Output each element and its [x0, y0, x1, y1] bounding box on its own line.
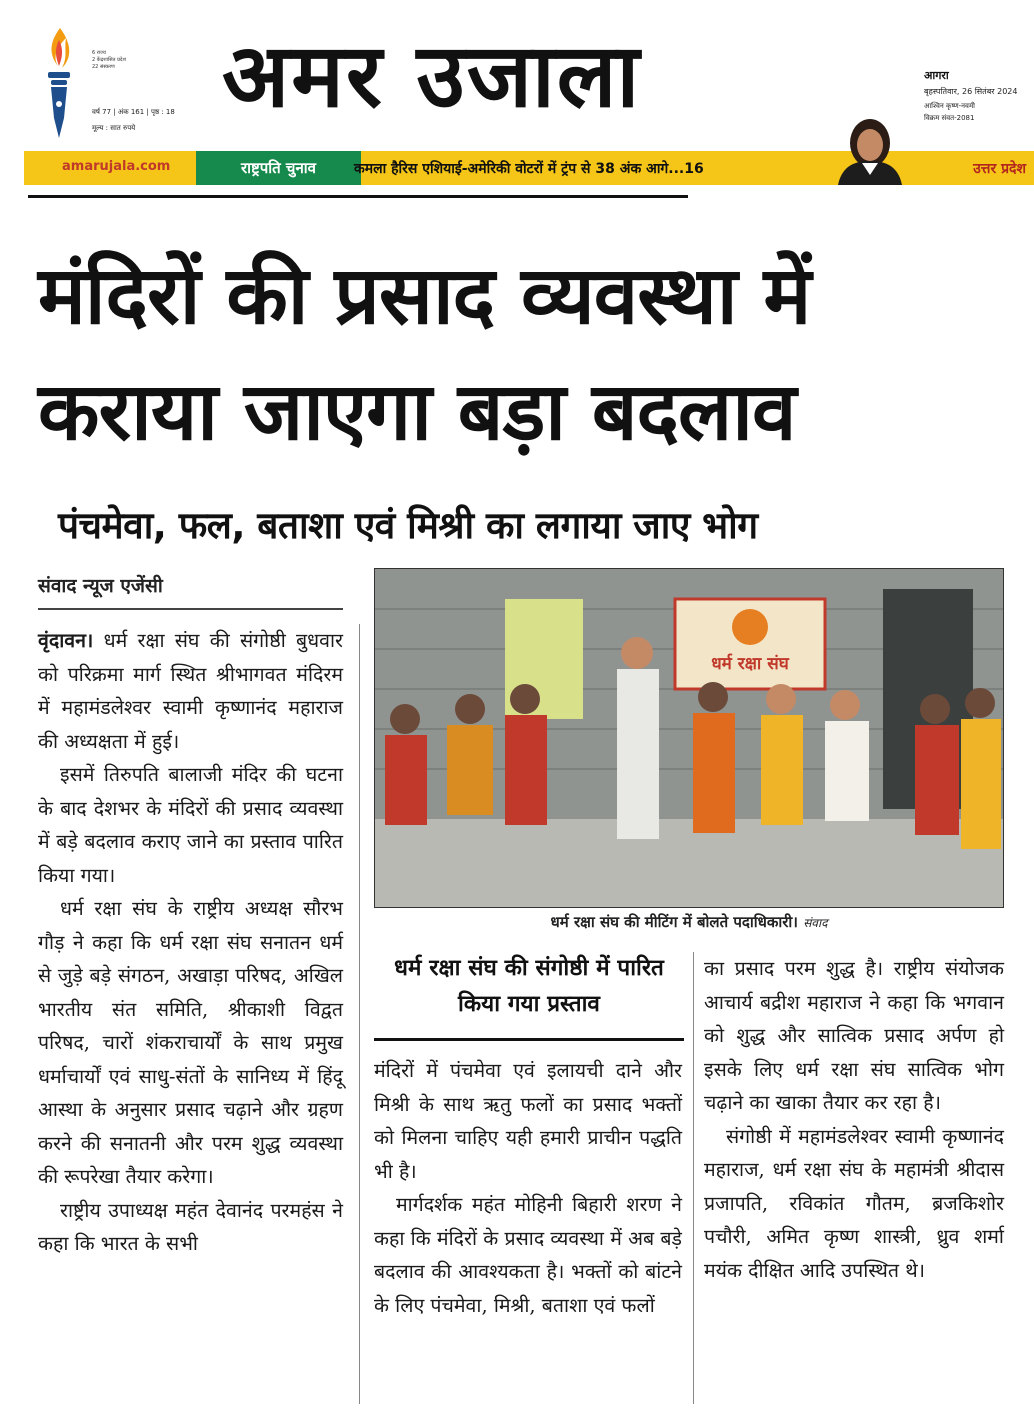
- box-headline: धर्म रक्षा संघ की संगोष्ठी में पारित किया गया प्रस्ताव: [394, 955, 664, 1017]
- photo-caption: [374, 912, 1004, 932]
- section-tab[interactable]: राष्ट्रपति चुनाव: [196, 151, 361, 185]
- paragraph: इसमें तिरुपति बालाजी मंदिर की घटना के बाद देशभर के मंदिरों की प्रसाद व्यवस्था में बड़े बदलाव कराए जाने का प्रस्ताव पारित किया गया।: [38, 763, 343, 887]
- headline: [38, 212, 1034, 496]
- paragraph: मंदिरों में पंचमेवा एवं इलायची दाने और मिश्री के साथ ऋतु फलों का प्रसाद भक्तों को मिलना चाहिए यही हमारी प्राचीन पद्धति भी है।: [374, 1059, 682, 1183]
- byline-rule: [38, 608, 343, 610]
- meeting-photo-illustration: [375, 569, 1004, 908]
- byline: संवाद न्यूज एजेंसी: [38, 575, 163, 597]
- tithi: आश्विन कृष्ण-नवमी: [924, 102, 975, 110]
- portrait-photo: [824, 113, 916, 185]
- caption-text: धर्म रक्षा संघ की मीटिंग में बोलते पदाधिकारी।: [550, 913, 798, 931]
- top-news-strip: [24, 151, 1034, 185]
- region-label[interactable]: उत्तर प्रदेश: [973, 161, 1026, 177]
- samvat: विक्रम संवत-2081: [924, 114, 975, 122]
- edition-uts: 2 केंद्रशासित प्रदेश: [92, 57, 126, 63]
- top-rule: [28, 195, 688, 198]
- photo-credit: संवाद: [803, 916, 828, 930]
- edition-date: बृहस्पतिवार, 26 सितंबर 2024: [924, 87, 1018, 96]
- paragraph-text: धर्म रक्षा संघ की संगोष्ठी बुधवार को परिक्रमा मार्ग स्थित श्रीभागवत मंदिरम में महामंडलेश्वर स्वामी कृष्णानंद महाराज की अध्यक्षता में हुई।: [38, 629, 343, 753]
- column-separator: [359, 624, 360, 1404]
- paragraph: संगोष्ठी में महामंडलेश्वर स्वामी कृष्णानंद महाराज, धर्म रक्षा संघ के महामंत्री श्रीदास प्रजापति, रविकांत गौतम, ब्रजकिशोर पचौरी, अमित कृष्ण शास्त्री, ध्रुव शर्मा मयंक दीक्षित आदि उपस्थित थे।: [704, 1124, 1004, 1282]
- column-2: [374, 1054, 682, 1322]
- date-details: [924, 100, 975, 124]
- paragraph: [38, 624, 343, 758]
- site-link[interactable]: amarujala.com: [62, 159, 171, 174]
- subheadline: पंचमेवा, फल, बताशा एवं मिश्री का लगाया जाए भोग: [58, 504, 758, 547]
- editions-list: [92, 50, 126, 71]
- box-rule: [374, 1038, 684, 1041]
- issue-line: वर्ष 77 | अंक 161 | पृष्ठ : 18: [92, 108, 175, 116]
- photo-banner-text: धर्म रक्षा संघ: [711, 654, 789, 674]
- paragraph: मार्गदर्शक महंत मोहिनी बिहारी शरण ने कहा कि मंदिरों के प्रसाद व्यवस्था में अब बड़े बदलाव की आवश्यकता है। भक्तों को बांटने के लिए पंचमेवा, मिश्री, बताशा एवं फलों: [374, 1193, 682, 1317]
- edition-city: आगरा: [924, 69, 949, 82]
- headline-line-2: कराया जाएगा बड़ा बदलाव: [38, 365, 796, 458]
- article: [28, 188, 1034, 1414]
- paragraph: धर्म रक्षा संघ के राष्ट्रीय अध्यक्ष सौरभ गौड़ ने कहा कि धर्म रक्षा संघ सनातन धर्म से जुड़े बड़े संगठन, अखाड़ा परिषद, अखिल भारतीय संत समिति, श्रीकाशी विद्वत परिषद, चारों शंकराचार्यों के साथ प्रमुख धर्माचार्यों एवं साधु-संतों के सानिध्य में हिंदू आस्था के अनुसार प्रसाद चढ़ाने और ग्रहण करने की सनातनी और परम शुद्ध व्यवस्था की रूपरेखा तैयार करेगा।: [38, 897, 343, 1188]
- edition-states: 6 राज्य: [92, 50, 106, 56]
- headline-line-1: मंदिरों की प्रसाद व्यवस्था में: [38, 249, 811, 342]
- column-1: [38, 624, 343, 1261]
- meeting-photo: [374, 568, 1004, 908]
- strip-headline[interactable]: कमला हैरिस एशियाई-अमेरिकी वोटरों में ट्रंप से 38 अंक आगे...16: [354, 161, 704, 177]
- price-line: मूल्य : सात रुपये: [92, 124, 136, 132]
- paragraph: राष्ट्रीय उपाध्यक्ष महंत देवानंद परमहंस ने कहा कि भारत के सभी: [38, 1198, 343, 1255]
- dateline-place: वृंदावन।: [38, 629, 94, 652]
- paragraph: का प्रसाद परम शुद्ध है। राष्ट्रीय संयोजक आचार्य बद्रीश महाराज ने कहा कि भगवान को शुद्ध और सात्विक प्रसाद अर्पण हो इसके लिए धर्म रक्षा संघ सात्विक भोग चढ़ाने का खाका तैयार कर रहा है।: [704, 957, 1004, 1114]
- column-3: [704, 952, 1004, 1287]
- torch-logo-icon: [38, 26, 80, 146]
- newspaper-brand: अमर उजाला: [222, 24, 642, 127]
- edition-count: 22 संस्करण: [92, 64, 115, 70]
- column-separator: [693, 952, 694, 1404]
